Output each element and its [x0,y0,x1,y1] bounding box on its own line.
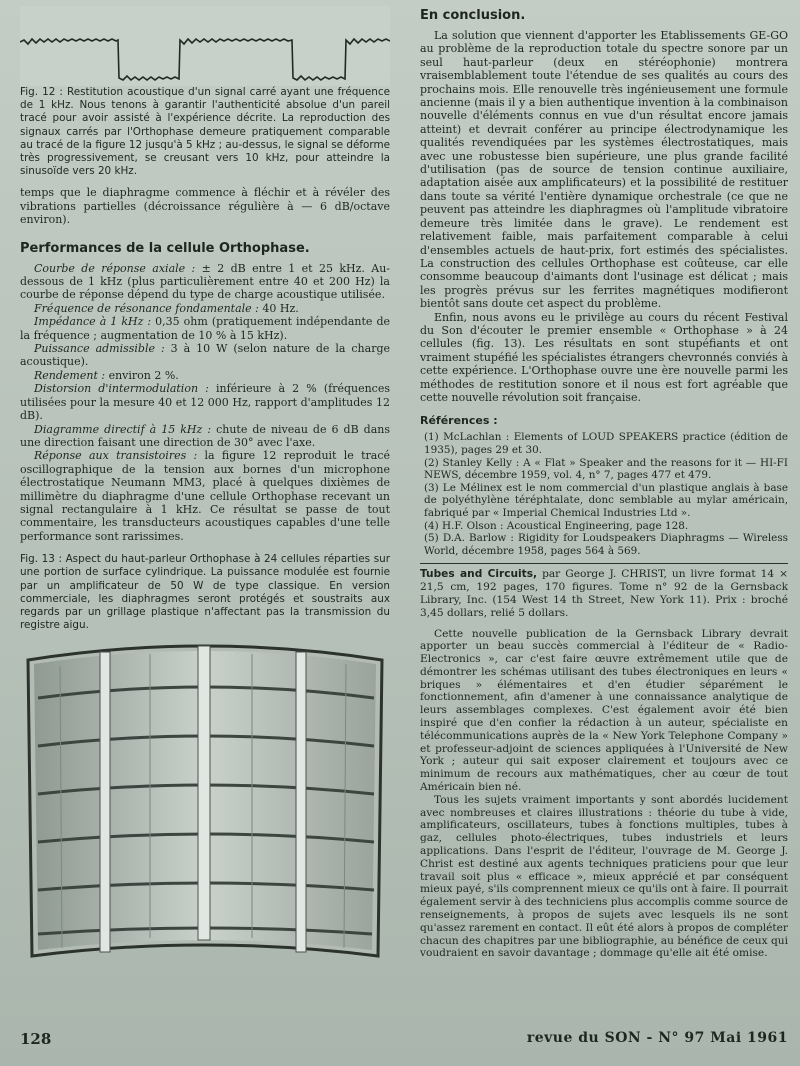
intro-paragraph: temps que le diaphragme commence à fléchir et à révéler des vibrations partielles (décroissance régulière à — 6 dB/octave environ). [20,186,390,227]
spec-label: Puissance admissible : [34,342,165,356]
spec-item [20,423,390,450]
reference-item: (2) Stanley Kelly : A « Flat » Speaker and the reasons for it — HI-FI NEWS, décembre 1959, vol. 4, n° 7, pages 477 et 479. [424,456,788,482]
spec-text: 40 Hz. [258,301,299,315]
spec-text: chute de niveau de 6 dB dans une direction faisant une direction de 30° avec l'axe. [20,422,391,449]
spec-label: Courbe de réponse axiale : [34,261,196,275]
spec-label: Réponse aux transistoires : [34,449,198,463]
spec-item [20,302,390,315]
reference-item: (5) D.A. Barlow : Rigidity for Loudspeakers Diaphragms — Wireless World, décembre 1958, pages 564 à 569. [424,532,788,557]
conclusion-paragraph-1: La solution que viennent d'apporter les Etablissements GE-GO au problème de la reproduction totale du spectre sonore par un seul haut-parleur (deux en stéréophonie) montrera vraisemblablement toute l'étendue de ses qualités au cours des prochains mois. Elle renouvelle très ingénieusement une formule ancienne (mais il y a bien authentique invention à la combinaison nouvelle d'éléments connus en vue d'un résultat encore jamais atteint) et devrait conférer au principe électrodynamique les qualités revendiquées par les systèmes électrostatiques, mais avec une robustesse bien supérieure, une plus grande facilité d'utilisation (pas de source de tension continue auxiliaire, adaptation aisée aux amplificateurs) et la possibilité de restituer dans toute sa vérité l'entière dynamique orchestrale (ce que ne peuvent pas atteindre les diaphragmes où l'amplitude vibratoire demeure très limitée dans le grave). Le rendement est relativement faible, mais parfaitement comparable à celui d'ensembles actuels de haut-prix, fort estimés des spécialistes. La construction des cellules Orthophase est coûteuse, car elle consomme beaucoup d'aimants dont l'usinage est délicat ; mais les progrès prévus sur les ferrites magnétiques modifieront bientôt sans doute cet aspect du problème. [420,29,788,311]
references-heading: Références : [420,414,498,428]
spec-text: 0,35 ohm (pratiquement indépendante de la fréquence ; augmentation de 10 % à 15 kHz). [20,315,390,342]
specs-list [20,262,390,544]
spec-item [20,449,390,543]
page-footer [20,1030,788,1054]
reference-item: (3) Le Mélinex est le nom commercial d'un plastique anglais à base de polyéthylène téréphtalate, donc semblable au mylar américain, fabriqué par « Imperial Chemical Industries Ltd ». [424,481,788,519]
conclusion-heading: En conclusion. [420,8,526,23]
book-details: par George J. CHRIST, un livre format 14 × 21,5 cm, 192 pages, 170 figures. Tome n° 92 de la Gernsback Library, Inc. (154 West 14 th Street, New York 11). Prix : broché 3,45 dollars, relié 5 dollars. [420,568,788,619]
spec-item [20,382,390,422]
left-column [20,6,390,974]
spec-text: ± 2 dB entre 1 et 25 kHz. Au-dessous de 1 kHz (plus particulièrement entre 40 et 200 Hz) la courbe de réponse dépend du type de charge acoustique utilisée. [20,261,390,302]
spec-label: Distorsion d'intermodulation : [34,382,209,396]
spec-label: Rendement : [34,368,106,382]
reference-item: (1) McLachlan : Elements of LOUD SPEAKERS practice (édition de 1935), pages 29 et 30. [424,431,788,456]
orthophase-speaker-image [20,638,390,974]
spec-item [20,262,390,302]
book-review-paragraph-1: Cette nouvelle publication de la Gernsback Library devrait apporter un beau succès commercial à l'éditeur de « Radio-Electronics », car c'est faire œuvre extrêmement utile que de démontrer les schémas utilisant des tubes électroniques en leurs « briques » élémentaires et d'en étudier séparément le fonctionnement, afin d'amener à une connaissance analytique de leurs assemblages complexes. C'est également avoir été bien inspiré que d'en confier la rédaction à un auteur, spécialiste en télécommunications auprès de la « New York Telephone Company » et professeur-adjoint de sciences appliquées à l'Université de New York ; auteur qui sait exposer clairement et toujours avec ce minimum de recours aux mathématiques, cher au cœur de tout Américain bien né. [420,627,788,794]
figure-13-loudspeaker-photo [20,638,390,974]
spec-text: la figure 12 reproduit le tracé oscillographique de la tension aux bornes d'un microphone électrostatique Neumann MM3, placé à quelques dixièmes de millimètre du diaphragme d'une cellule Orthophase recevant un signal rectangulaire à 1 kHz. Ce résultat se passe de tout commentaire, les transducteurs acoustiques capables d'une telle performance sont rarissimes. [20,449,390,543]
spec-label: Diagramme directif à 15 kHz : [34,422,212,436]
page-number: 128 [20,1030,52,1048]
book-review-paragraph-2: Tous les sujets vraiment importants y sont abordés lucidement avec nombreuses et claires illustrations : théorie du tube à vide, amplificateurs, oscillateurs, tubes à fonctions multiples, tubes à gaz, cellules photo-électriques, tubes industriels et leurs applications. Dans l'esprit de l'éditeur, l'ouvrage de M. George J. Christ est destiné aux agents techniques praticiens pour que leur travail soit plus « efficace », mieux apprécié et par conséquent mieux payé, s'ils comprennent mieux ce qu'ils ont à faire. Il pourrait également servir à des techniciens plus accomplis comme source de renseignements, à propos de sujets avec lesquels ils ne sont qu'assez rarement en contact. Il eût été alors à propos de compléter chacun des chapitres par une bibliographie, au bénéfice de ceux qui voudraient en savoir davantage ; dommage qu'elle ait été omise. [420,793,788,960]
reference-item: (4) H.F. Olson : Acoustical Engineering, page 128. [424,519,689,532]
spec-item [20,369,390,382]
figure-13-caption: Fig. 13 : Aspect du haut-parleur Orthophase à 24 cellules réparties sur une portion de surface cylindrique. La puissance modulée est fournie par un amplificateur de 50 W de type classique. En version commerciale, les diaphragmes seront protégés et soustraits aux regards par un grillage plastique n'affectant pas la transmission du registre aigu. [20,553,390,632]
square-wave-trace [20,6,390,86]
spec-text: environ 2 %. [105,368,179,382]
spec-label: Fréquence de résonance fondamentale : [34,301,259,315]
figure-12-caption: Fig. 12 : Restitution acoustique d'un signal carré ayant une fréquence de 1 kHz. Nous tenons à garantir l'authenticité absolue d'un pareil tracé pour avoir assisté à l'expérience décrite. La reproduction des signaux carrés par l'Orthophase demeure pratiquement comparable au tracé de la figure 12 jusqu'à 5 kHz ; au-dessus, le signal se déforme très progressivement, se creusant vers 10 kHz, pour atteindre la sinusoïde vers 20 kHz. [20,86,390,178]
performances-heading: Performances de la cellule Orthophase. [20,240,310,256]
right-column [420,6,788,960]
figure-12-oscillogram [20,6,390,86]
book-title: Tubes and Circuits, [420,568,538,581]
conclusion-paragraph-2: Enfin, nous avons eu le privilège au cours du récent Festival du Son d'écouter le premier ensemble « Orthophase » à 24 cellules (fig. 13). Les résultats en sont stupéfiants et ont vraiment stupéfié les spécialistes étrangers chevronnés conviés à cette expérience. L'Orthophase ouvre une ère nouvelle parmi les méthodes de restitution sonore et il nous est fort agréable que cette nouvelle révolution soit française. [420,310,788,404]
spec-item [20,315,390,342]
spec-text: 3 à 10 W (selon nature de la charge acoustique). [20,342,391,369]
section-divider [420,563,788,564]
magazine-issue: revue du SON - N° 97 Mai 1961 [526,1030,788,1046]
spec-text: inférieure à 2 % (fréquences utilisées pour la mesure 40 et 12 000 Hz, rapport d'amplitudes 12 dB). [20,382,390,423]
spec-item [20,342,390,369]
book-review-header [420,568,788,619]
spec-label: Impédance à 1 kHz : [34,315,152,329]
